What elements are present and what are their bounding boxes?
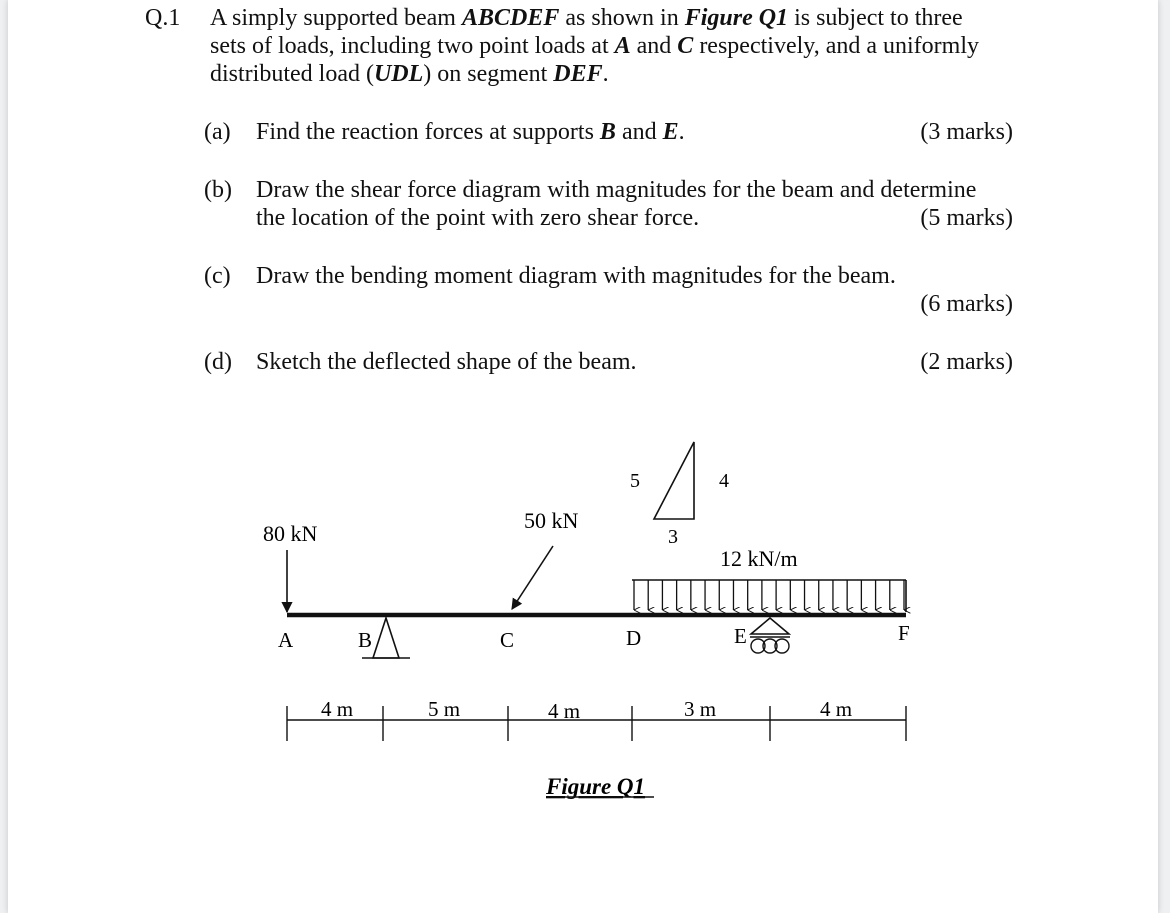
span-label-bc: 5 m: [428, 697, 461, 721]
point-load-arrow-c: [512, 546, 553, 609]
point-label-d: D: [626, 626, 642, 650]
part-b-line-1: Draw the shear force diagram with magnitudes for the beam and determine: [256, 177, 977, 203]
udl-label: 12 kN/m: [720, 546, 798, 571]
part-b-label: (b): [204, 177, 232, 203]
part-c-line-1: Draw the bending moment diagram with magnitudes for the beam.: [256, 263, 896, 289]
point-label-b: B: [358, 628, 373, 652]
pin-triangle: [373, 618, 399, 658]
udl-arrows: [632, 580, 906, 612]
part-b-line-2: the location of the point with zero shear force.: [256, 205, 700, 231]
roller-support-e: [750, 618, 790, 653]
part-c-label: (c): [204, 263, 231, 289]
point-label-e: E: [734, 624, 747, 648]
load-label-80kn: 80 kN: [263, 521, 318, 546]
triangle-label-vertical: 4: [719, 470, 729, 492]
dimension-line: [287, 697, 906, 741]
part-d-label: (d): [204, 349, 232, 375]
triangle-label-horizontal: 3: [668, 526, 678, 548]
question-line-3: distributed load (UDL) on segment DEF.: [210, 61, 609, 87]
span-label-cd: 4 m: [548, 699, 581, 723]
slope-triangle: [630, 442, 729, 548]
roller-triangle: [751, 618, 789, 634]
part-d-marks: (2 marks): [920, 349, 1013, 375]
point-label-f: F: [898, 621, 910, 645]
part-a-label: (a): [204, 119, 231, 145]
part-a-marks: (3 marks): [920, 119, 1013, 145]
figure-caption: Figure Q1: [546, 774, 646, 799]
figure-q1-diagram: [8, 0, 1158, 913]
part-d-line-1: Sketch the deflected shape of the beam.: [256, 349, 637, 375]
point-label-a: A: [278, 628, 294, 652]
part-b-marks: (5 marks): [920, 205, 1013, 231]
span-label-ef: 4 m: [820, 697, 853, 721]
part-a-text: Find the reaction forces at supports B and E.: [256, 119, 685, 145]
question-line-2: sets of loads, including two point loads at A and C respectively, and a uniformly: [210, 33, 979, 59]
triangle-shape: [654, 442, 694, 519]
point-label-c: C: [500, 628, 515, 652]
span-label-ab: 4 m: [321, 697, 354, 721]
question-number: Q.1: [145, 5, 181, 31]
span-label-de: 3 m: [684, 697, 717, 721]
question-line-1: A simply supported beam ABCDEF as shown in Figure Q1 is subject to three: [210, 5, 963, 31]
part-c-marks: (6 marks): [920, 291, 1013, 317]
triangle-label-hypotenuse: 5: [630, 470, 640, 492]
document-page: [8, 0, 1158, 913]
load-label-50kn: 50 kN: [524, 508, 579, 533]
